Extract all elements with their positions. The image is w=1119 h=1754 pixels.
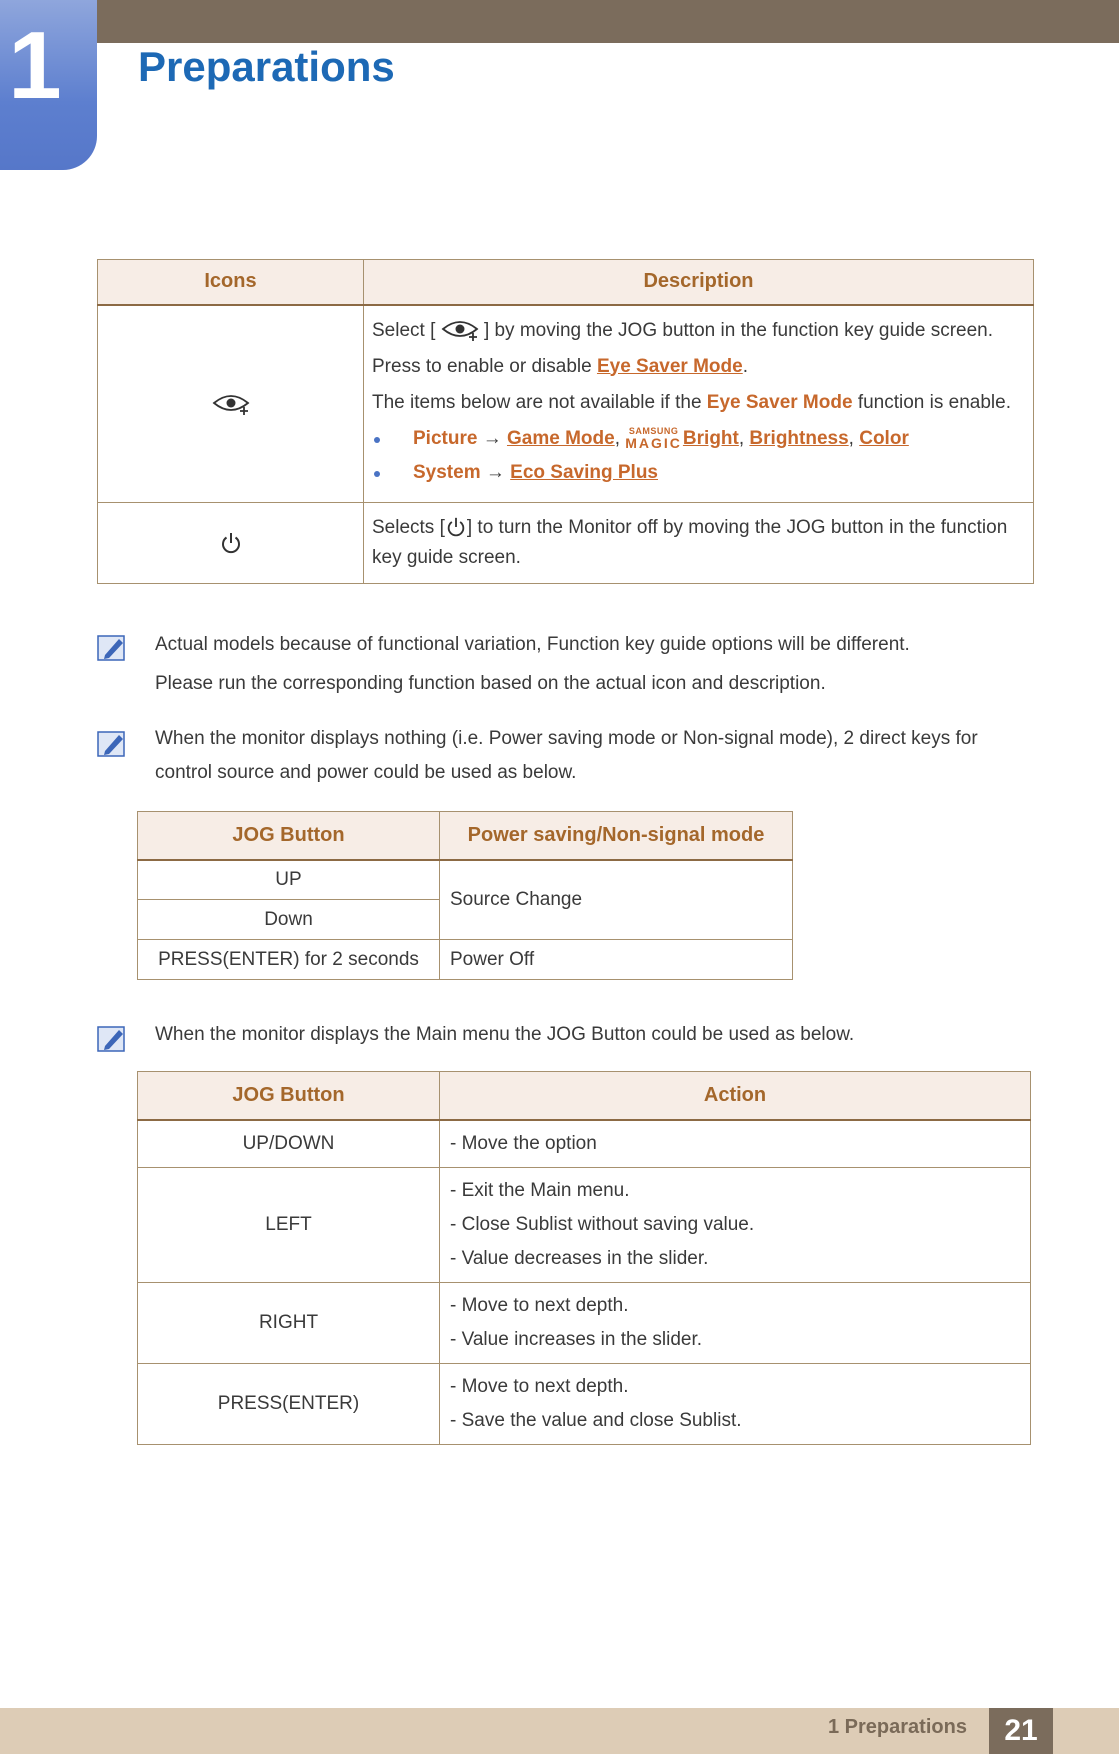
game-mode-link[interactable]: Game Mode (506, 427, 615, 449)
note-icon (97, 633, 127, 663)
eye-saver-icon (441, 317, 479, 343)
note-text: Please run the corresponding function based on the actual icon and description. (155, 673, 826, 694)
column-header-mode: Power saving/Non-signal mode (440, 812, 793, 860)
list-item: System → Eco Saving Plus (372, 458, 1025, 488)
table-row (98, 502, 1034, 583)
menu-label-system: System (413, 461, 481, 483)
table-row: Down (138, 900, 793, 940)
power-icon (445, 516, 467, 538)
footer-section-label: 1 Preparations (828, 1716, 967, 1738)
table-row: UP Source Change (138, 860, 793, 900)
power-icon (219, 531, 243, 555)
unavailable-items-list (372, 424, 1025, 488)
icon-cell (98, 502, 364, 583)
note-text: When the monitor displays the Main menu the JOG Button could be used as below. (155, 1024, 855, 1045)
table-row: PRESS(ENTER) - Move to next depth. - Save the value and close Sublist. (138, 1363, 1031, 1444)
eco-saving-plus-link[interactable]: Eco Saving Plus (510, 461, 658, 483)
chapter-tab (0, 0, 97, 170)
note-text: When the monitor displays nothing (i.e. Power saving mode or Non-signal mode), 2 direct keys for control source and power could be used as below. (155, 728, 978, 783)
description-line: Select [ ] by moving the JOG button in the function key guide screen. (372, 316, 1025, 346)
page-title: Preparations (138, 43, 395, 90)
magic-bright-link[interactable]: SAMSUNG MAGIC Bright (625, 425, 739, 451)
column-header-jog-button: JOG Button (138, 1072, 440, 1120)
color-link[interactable]: Color (859, 427, 909, 449)
note-icon (97, 1024, 127, 1054)
column-header-jog-button: JOG Button (138, 812, 440, 860)
samsung-magic-logo: SAMSUNG MAGIC (625, 425, 682, 451)
table-header-row (98, 260, 1034, 305)
column-header-description: Description (364, 260, 1034, 305)
eye-saver-mode-link[interactable]: Eye Saver Mode (596, 355, 743, 377)
note-text: Actual models because of functional variation, Function key guide options will be different. (155, 634, 910, 655)
table-row (98, 305, 1034, 503)
description-line: The items below are not available if the Eye Saver Mode function is enable. (372, 391, 1011, 413)
description-cell (364, 305, 1034, 503)
menu-label-picture: Picture (413, 427, 478, 449)
eye-saver-mode-label: Eye Saver Mode (706, 391, 853, 413)
eye-saver-icon (212, 391, 250, 417)
description-cell: Selects [ ] to turn the Monitor off by moving the JOG button in the function key guide screen. (364, 502, 1034, 583)
top-bar (0, 0, 1119, 43)
table-row: UP/DOWN - Move the option (138, 1120, 1031, 1168)
table-row: PRESS(ENTER) for 2 seconds Power Off (138, 940, 793, 980)
brightness-link[interactable]: Brightness (749, 427, 849, 449)
main-menu-table (137, 1071, 1031, 1445)
column-header-icons: Icons (98, 260, 364, 305)
description-line: Press to enable or disable Eye Saver Mode. (372, 355, 748, 377)
table-row: LEFT - Exit the Main menu. - Close Sublist without saving value. - Value decreases in the slider. (138, 1167, 1031, 1282)
column-header-action: Action (440, 1072, 1031, 1120)
power-saving-table (137, 811, 793, 980)
page-number: 21 (989, 1708, 1053, 1754)
table-header-row (138, 812, 793, 860)
table-header-row (138, 1072, 1031, 1120)
list-item: Picture → Game Mode, SAMSUNG MAGIC Bright, Brightness, Color (372, 424, 1025, 454)
table-row: RIGHT - Move to next depth. - Value increases in the slider. (138, 1282, 1031, 1363)
chapter-number: 1 (8, 12, 62, 119)
note-icon (97, 729, 127, 759)
icon-cell (98, 305, 364, 503)
icons-table (97, 259, 1034, 584)
